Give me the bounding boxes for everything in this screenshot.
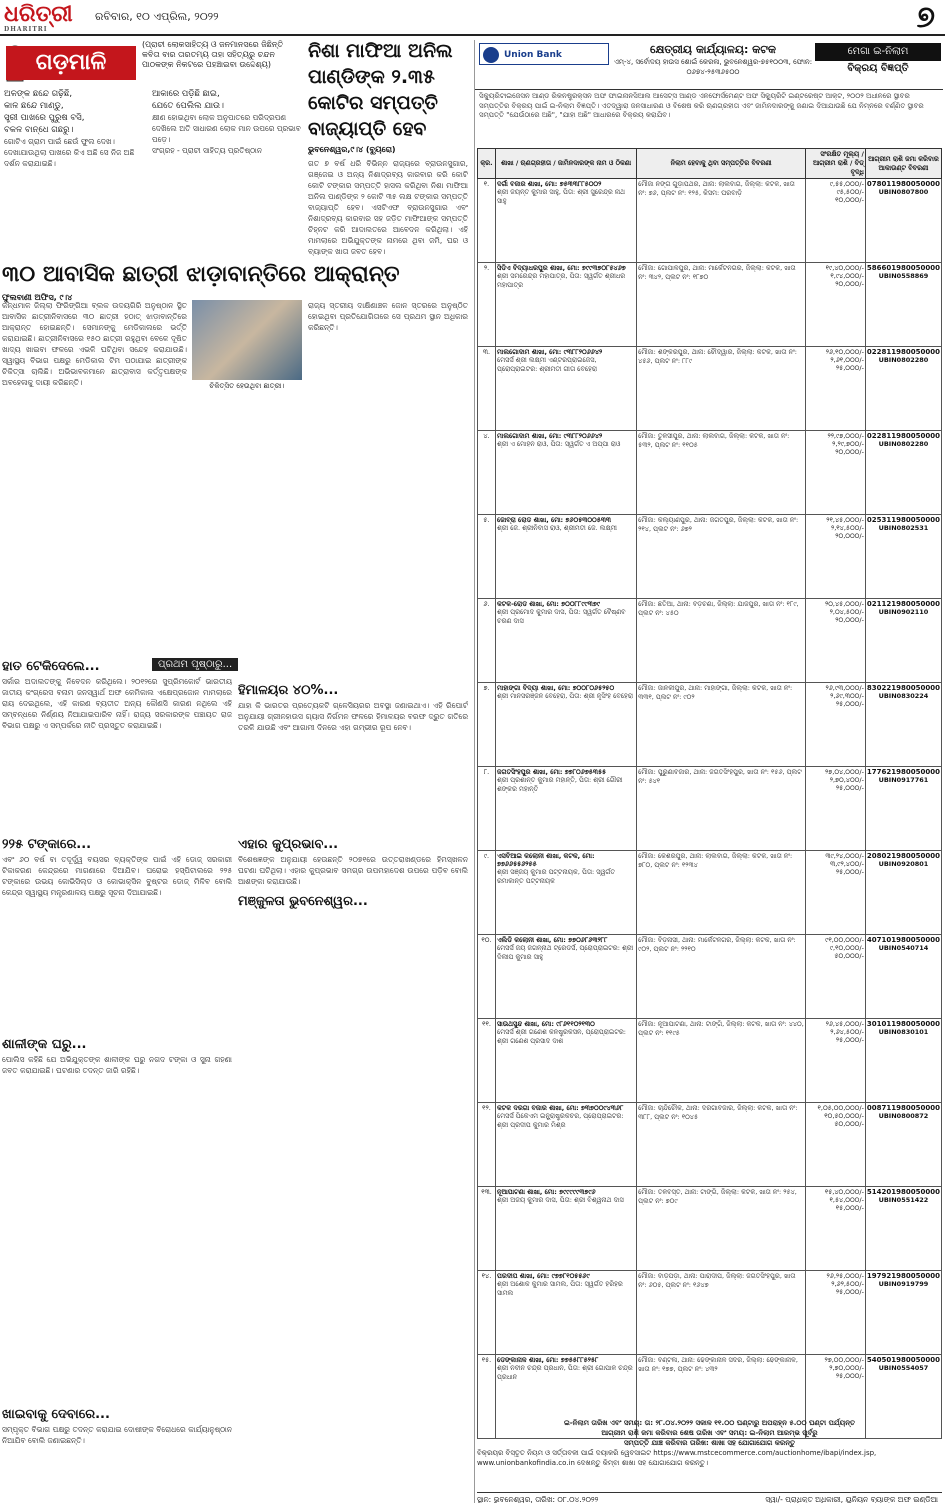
lot-account-cell [865,1187,941,1271]
lot-price-cell [806,683,866,767]
lot-account-number: 197921980050000 [866,1272,940,1280]
auction-lots-body [478,179,942,1439]
poem-explanation: ଗୋଟିଏ ଗ୍ରାମ ପାଇଁ ଛେଉଁ ଫୁଲ ଦେଖ। ଦେଖାଯାଉଥିଲା ପାଖରେ କିଏ ଅଛି ସେ ନିଜ ଅଛି ଦର୍ଶନ କରାଯାଇଛି। [4,137,135,168]
mega-eauction-label: ମେଗା ଇ-ନିଲାମ [815,43,941,61]
lot-reserve-price: ୨୬,୯୩,୦୦୦/- [825,684,864,692]
lot-reserve-price: ୧,୦୫,୦୦,୦୦୦/- [817,1104,864,1112]
lot-price-cell [806,263,866,347]
lot-serial-text: ୮. [483,768,490,776]
lot-branch-cell [495,935,636,1019]
lot-property-cell [637,1187,806,1271]
lot-ifsc: UBIN0551422 [878,1196,929,1204]
mafia-body: ଗତ ୭ ବର୍ଷ ଧରି ବିଭିନ୍ନ ରାଜ୍ୟରେ ବ୍ରାଉନସୁଗାର, ଗଞ୍ଜେଇ ଓ ଅନ୍ୟ ନିଶାଦ୍ରବ୍ୟ କାରବାର କରି କୋଟି କୋଟି ଟଙ୍କାର ସମ୍ପତ୍ତି ହାସଲ କରିଥିବା ନିଶା ମାଫିଆ ଅନିଲ ପାଣ୍ଡିଙ୍କ ୨ କୋଟି ୩୫ ଲକ୍ଷ ଟଙ୍କାର ସମ୍ପତ୍ତି ବାଜ୍ୟାପ୍ତି ହେବ। ଏସଟିଏଫ ବ୍ରାଉନସୁଗାର ଏବଂ ନିଶାଦ୍ରବ୍ୟ କାରବାର ସହ ଜଡ଼ିତ ମାଫିଆଙ୍କ ସମ୍ପତ୍ତି ଚିହ୍ନଟ କରି ଆଦାଲତରେ ଆବେଦନ କରିଥିଲା। ଏହି ମାମଲାରେ ଅଭିଯୁକ୍ତଙ୍କ ନାମରେ ଥିବା ଜମି, ଘର ଓ ବ୍ୟାଙ୍କ ଖାତା ଜବତ ହେବ। [308,159,468,256]
lot-serial-text: ୨. [483,264,490,272]
lot-price-cell [806,515,866,599]
lot-branch: ସାଉଥସୁନ୍ଦ ଶାଖା, ମୋ: ୯୮୬୧୧୦୨୧୩୦ [496,1020,595,1028]
lot-account-number: 022811980050000 [866,432,940,440]
lot-ifsc: UBIN0554057 [878,1364,929,1372]
signature-place-date: ସ୍ଥାନ: ଭୁବନେଶ୍ୱର, ତାରିଖ: ୦୮.୦୪.୨୦୨୨ [477,1495,599,1503]
gadamali-box [2,40,302,250]
students-byline: ଫୁଲବାଣୀ ଅଫିସ, ୯।୪ [2,293,73,302]
lot-borrower: ଶ୍ରୀ ମାନସରଞ୍ଜନ ବେହେରା, ପିତା: ଶ୍ରୀ ନୃସିଂହ ବେହେରା [496,692,634,700]
lot-price-cell [806,431,866,515]
lot-branch: ଡେଙ୍କାନାଳ ଶାଖା, ମୋ: ୭୭୫୫୮୮୫୨୫୮ [496,1356,599,1364]
lot-property: ମୌଜା: କେଶରପୁର, ଥାନା: ଲାଲବାଗ, ଜିଲ୍ଲା: କଟକ, ଖାତା ନଂ: ୭୮୦, ପ୍ଲଟ ନଂ: ୧୨୩୪ [638,852,793,869]
lot-property: ମୌଜା: ବିଡ଼ନାସୀ, ଥାନା: ମାର୍କେଟନଗର, ଜିଲ୍ଲା: କଟକ, ଖାତା ନଂ: ୯୦୨, ପ୍ଲଟ ନଂ: ୨୨୧୦ [638,936,796,953]
lot-serial-text: ୭. [483,684,490,692]
bank-header [475,40,943,90]
lot-branch: ମାଲଗୋଦାମ ଶାଖା, ମୋ: ୯୩୮୮୨୦୬୬୪୨ [496,432,603,440]
continued-band: ପ୍ରଥମ ପୃଷ୍ଠାରୁ... [152,658,238,671]
lot-serial-text: ୬. [483,600,490,608]
logo-text: ଧରିତ୍ରୀ [4,1,73,27]
lot-serial-text: ୧୧. [482,1020,491,1028]
lot-account-cell [865,851,941,935]
section-hand [2,652,468,812]
section-shali-headline[interactable]: ଶାଳୀଙ୍କ ଘରୁ... [2,1037,87,1052]
lot-bid-increment: ୫୦,୦୦୦/- [834,1120,864,1128]
lot-reserve-price: ୯,୫୫,୦୦୦/- [829,180,864,188]
lot-branch-cell [495,347,636,431]
lot-serial-text: ୫. [483,516,490,524]
table-row [478,599,942,683]
lot-borrower: ଶ୍ରୀ ଏ ମୋହନ ରାଓ, ପିତା: ସ୍ୱର୍ଗତ ଏ ଅପ୍ପା ରାଓ [496,440,621,448]
lot-borrower: ମେସର୍ସ ଜୟ ଜଗନ୍ନାଥ ଟ୍ରେଡର୍ସ, ପ୍ରୋପ୍ରାଇଟର: ଶ୍ରୀ ଦିଲୀପ କୁମାର ସାହୁ [496,944,634,961]
lot-emd: ୨,୬୧,୦୦୦/- [830,356,864,364]
lot-emd: ୧,୯୪,୦୦୦/- [830,272,864,280]
lot-account-cell [865,1019,941,1103]
table-row [478,1019,942,1103]
lot-serial-text: ୧. [483,180,490,188]
lot-branch: ନୂଆପାଟଣା ଶାଖା, ମୋ: ୭୯୯୯୯୯୩୭୯୬ [496,1188,596,1196]
lot-bid-increment: ୨୫,୦୦୦/- [835,1288,864,1296]
lot-price-cell [806,179,866,263]
lot-property-cell [637,767,806,851]
lot-account-cell [865,935,941,1019]
lot-branch-cell [495,599,636,683]
lot-branch: ପରଦୀପ ଶାଖା, ମୋ: ୯୭୭୮୧୦୫୫୬୯ [496,1272,590,1280]
lot-property-cell [637,179,806,263]
zone-address: ଏମ୍-୪, ସର୍ବୋଦୟ ହାଉସ ଶୋଇଁ କେରଳା, ଭୁବନେଶ୍ୱର-୭୫୧୦୦୩, ଫୋନ: ୦୬୭୪-୨୫୩୬୫୦୦ [613,58,813,76]
lot-emd: ୩,୯୨,୪୦୦/- [830,860,864,868]
auction-footer [477,1418,942,1468]
auction-intro: ସିକ୍ୟୁରିଟାଇଜେସନ ଆଣ୍ଡ ରିକନଷ୍ଟ୍ରକ୍ସନ ଅଫ ଫାଇନାନସିଆଲ ଆସେଟ୍ସ ଆଣ୍ଡ ଏନଫୋର୍ସମେଣ୍ଟ ଅଫ ସିକ୍ୟୁରିଟି ଇଣ୍ଟରେଷ୍ଟ ଆକ୍ଟ, ୨୦୦୨ ଅଧୀନରେ ସ୍ଥାବର ସମ୍ପତ୍ତିର ବିକ୍ରୟ ପାଇଁ ଇ-ନିଲାମ ବିଜ୍ଞପ୍ତି। ଏତଦ୍ୱାରା ଜନସାଧାରଣ ଓ ବିଶେଷ କରି ଋଣଗ୍ରହୀତା ଏବଂ ଜାମିନଦାରଙ୍କୁ ଜଣାଇ ଦିଆଯାଉଛି ଯେ ନିମ୍ନରେ ବର୍ଣ୍ଣିତ ସ୍ଥାବର ସମ୍ପତ୍ତି "ଯେଉଁଠାରେ ଅଛି", "ଯାହା ଅଛି" ଆଧାରରେ ବିକ୍ରୟ କରାଯିବ। [479,92,924,119]
poem-line: ଯେତେ ପେଲିଲ ଯାଉ। [152,101,224,111]
zone-office [613,43,813,77]
lot-emd: ୯,୧୦,୦୦୦/- [829,944,864,952]
lot-bid-increment: ୨୫,୦୦୦/- [835,868,864,876]
table-row [478,179,942,263]
lot-account-number: 514201980050000 [866,1188,940,1196]
lot-serial [478,1103,496,1187]
lot-emd: ୨,୨୯,୭୦୦/- [832,440,864,448]
lot-bid-increment: ୨୦,୦୦୦/- [835,280,864,288]
lot-reserve-price: ୨୭,୦୪,୦୦୦/- [825,768,864,776]
lot-branch-cell [495,767,636,851]
masthead [0,0,945,36]
students-photo-caption: ଚିକିତ୍ସିତ ହେଉଥିବା ଛାତ୍ରୀ। [209,382,285,390]
newspaper-logo[interactable] [4,2,74,34]
union-bank-mark-icon [483,47,499,63]
lot-property-cell [637,1103,806,1187]
lot-emd: ୧,୫୪,୦୦୦/- [829,1196,864,1204]
left-column [2,40,468,1503]
lot-price-cell [806,599,866,683]
sale-notice-label: ବିକ୍ରୟ ବିଜ୍ଞପ୍ତି [847,63,909,74]
table-row [478,515,942,599]
lot-borrower: ମେସର୍ସ ପିକେଏମ ଇନ୍ଫ୍ରାଷ୍ଟ୍ରକଚର, ପ୍ରୋପ୍ରାଇଟର: ଶ୍ରୀ ପ୍ରଦୀପ କୁମାର ମିଶ୍ର [496,1112,624,1129]
table-row [478,347,942,431]
lot-price-cell [806,1103,866,1187]
lot-emd: ୨,୬୨,୫୦୦/- [831,1280,864,1288]
lot-price-cell [806,1019,866,1103]
poem-line: ଆକାରେ ପଡ଼ିଛି ଛାଇ, [152,89,220,99]
lot-borrower: ଶ୍ରୀ ସମରେନ୍ଦ୍ର ମହାପାତ୍ର, ପିତା: ସ୍ୱର୍ଗତ ଶ୍ରୀଧର ମହାପାତ୍ର [496,272,626,289]
lot-account-cell [865,683,941,767]
lot-property: ମୌଜା: ତୁଳସୀପୁର, ଥାନା: ଲାଲବାଗ, ଜିଲ୍ଲା: କଟକ, ଖାତା ନଂ: ୫୩୨, ପ୍ଲଟ ନଂ: ୧୧୦୫ [638,432,790,449]
lot-branch: ସିଡିଏ ବିଦ୍ୟାଧରପୁର ଶାଖା, ମୋ: ୭୯୯୩୭୦୮୫୪୬୭ [496,264,626,272]
lot-reserve-price: ୧୯,୪୦,୦୦୦/- [825,264,864,272]
section-manjulata-headline[interactable]: ମଞ୍ଜୁଳତା ଭୁବନେଶ୍ୱର... [238,894,368,909]
lot-borrower: ଶ୍ରୀ ସଞ୍ଜୟ କୁମାର ପଟ୍ଟନାୟକ, ପିତା: ସ୍ୱର୍ଗତ ରମାକାନ୍ତ ପଟ୍ଟନାୟକ [496,868,616,885]
lot-ifsc: UBIN0919799 [878,1280,929,1288]
lot-property: ମୌଜା: ନୂଆପାଟଣା, ଥାନା: ଟାଙ୍ଗି, ଜିଲ୍ଲା: କଟକ, ଖାତା ନଂ: ୪୪୦, ପ୍ଲଟ ନଂ: ୧୧୯୫ [638,1020,804,1037]
lot-bid-increment: ୨୫,୦୦୦/- [835,364,864,372]
lot-account-number: 177621980050000 [866,768,940,776]
union-bank-logo[interactable] [479,43,609,65]
lot-branch-cell [495,1103,636,1187]
lot-serial-text: ୧୫. [481,1356,492,1364]
lot-bid-increment: ୫୦,୦୦୦/- [834,952,864,960]
section-impact-headline[interactable]: ଏହାର କୁପ୍ରଭାବ... [238,837,339,852]
lot-branch: କଟକ-ରୋଡ ଶାଖା, ମୋ: ୭୦୦୮୮୯୯୩୭୯ [496,600,601,608]
lot-reserve-price: ୯୧,୦୦,୦୦୦/- [825,936,864,944]
section-food-headline[interactable]: ଖାଇବାକୁ ଦେବାରେ... [2,1407,110,1422]
lot-borrower: ମେସର୍ସ ଶ୍ରୀ ଲକ୍ଷ୍ମୀ ଏଣ୍ଟରପ୍ରାଇଜେସ, ପ୍ରୋପ୍ରାଇଟର: ଶ୍ରୀମତୀ ଗୀତା ବେହେରା [496,356,598,373]
gadamali-title: ଗଡ଼ମାଳି [6,46,136,80]
poem-line: ଅଳଙ୍କ ଛନ୍ଦେ ଗଢ଼ିଛି, [4,89,73,99]
table-header-row [478,149,942,179]
lot-ifsc: UBIN0917761 [878,776,929,784]
lot-ifsc: UBIN0830101 [878,1028,929,1036]
lot-account-cell [865,767,941,851]
lot-reserve-price: ୨୬,୪୫,୦୦୦/- [825,1020,864,1028]
lot-emd: ୯୫,୫୦୦/- [836,188,864,196]
lot-branch: ଜୋବ୍ରା ରୋଡ ଶାଖା, ମୋ: ୭୬୦୫୩୦୦୫୩୩ [496,516,612,524]
lot-account-number: 022811980050000 [866,348,940,356]
lot-branch-cell [495,179,636,263]
lot-price-cell [806,851,866,935]
lot-emd: ୧୦,୫୦,୦୦୦/- [824,1112,864,1120]
lot-price-cell [806,767,866,851]
lot-ifsc: UBIN0902110 [878,608,929,616]
auction-lots-table [477,148,942,1439]
signature-officer: ସ୍ୱା/- ପ୍ରାଧିକୃତ ଅଧିକାରୀ, ୟୁନିୟନ ବ୍ୟାଙ୍କ ଅଫ ଇଣ୍ଡିଆ [765,1495,938,1503]
lot-emd: ୨,୭୦,୪୦୦/- [829,776,864,784]
lot-serial-text: ୩. [482,348,491,356]
lot-branch-cell [495,851,636,935]
lot-serial [478,263,496,347]
lot-branch: ଏସବିଆଇ କଲୋନୀ ଶାଖା, କଟକ, ମୋ: ୭୭୬୬୫୫୬୨୫୫ [496,852,595,868]
lot-property-cell [637,347,806,431]
gadamali-poem-2 [152,88,302,156]
lot-price-cell [806,1187,866,1271]
section-hand-body: ସର୍କାର ଅଦାଲତଙ୍କୁ ନିବେଦନ କରିଥିଲେ। ୨୦୧୨ରେ ସୁପ୍ରିମକୋର୍ଟ ଭାରତୀୟ ଜାତୀୟ କଂଗ୍ରେସ ବନାମ ଜନସ୍ୱାର୍ଥ ଅଫ କେମିକାଲ ଏକ୍ଷେପ୍ରଜୋନ ମାମଲାରେ ରାୟ ଦେଇଥିଲେ, ଏହି କାରଣ ବ୍ୟତୀତ ଅନ୍ୟ କୌଣସି କାରଣ ନଥିଲେ ଏହି ସମ୍ବନ୍ଧରେ ନିର୍ଣ୍ଣୟ ନିଆଯାଇପାରିବ ନାହିଁ। ରାଜ୍ୟ ସରକାରଙ୍କ ପଞ୍ଚାୟତ ରାଜ ବିଭାଗ ପକ୍ଷରୁ ଏ ସମ୍ପର୍କରେ ନୀତି ପ୍ରସ୍ତୁତ କରାଯାଇଛି। [2,677,232,730]
lot-branch-cell [495,683,636,767]
table-row [478,431,942,515]
lot-property: ମୌଜା: କଲ୍ୟାଣପୁର, ଥାନା: ଜଗତପୁର, ଜିଲ୍ଲା: କଟକ, ଖାତା ନଂ: ୨୧୪, ପ୍ଲଟ ନଂ: ୬୭୨ [638,516,799,533]
lot-property: ମୌଜା: ଚାନ୍ଦିଚୌକ, ଥାନା: ଦରଗାବଜାର, ଜିଲ୍ଲା: କଟକ, ଖାତା ନଂ: ୩୮୮, ପ୍ଲଟ ନଂ: ୧୦୪୫ [638,1104,798,1121]
lot-branch: ଜଗତସିଂହପୁର ଶାଖା, ମୋ: ୭୭୮୦୬୭୫୩୫୫ [496,768,607,776]
lot-branch: ଏଲିଡି କଲୋନୀ ଶାଖା, ମୋ: ୭୭୦୬୮୬୩୨୮୮ [496,936,608,944]
col-property: ନିଲାମ ହେବାକୁ ଥିବା ସମ୍ପତ୍ତିର ବିବରଣୀ [637,149,806,179]
section-booster-left [2,830,232,898]
union-bank-name: Union Bank [504,50,562,60]
lot-serial [478,179,496,263]
lot-bid-increment: ୧୦,୦୦୦/- [835,196,864,204]
lot-account-cell [865,599,941,683]
section-booster-body: ଏବଂ ୬୦ ବର୍ଷ ବା ତଦୂର୍ଦ୍ଧ୍ୱ ବୟସର ବ୍ୟକ୍ତିଙ୍କ ପାଇଁ ଏହି ଡୋଜ୍ ସରକାରୀ ଟିକାକରଣ କେନ୍ଦ୍ରରେ ମାଗଣାରେ ଦିଆଯିବ। ଘରୋଇ ହସ୍ପିଟାଲରେ ୨୨୫ ଟଙ୍କାରେ ଉଭୟ କୋଭିସିଲ୍ଡ ଓ କୋଭାକ୍ସିନ ବୁଷ୍ଟର ଡୋଜ୍ ମିଳିବ ବୋଲି କେନ୍ଦ୍ର ସ୍ୱାସ୍ଥ୍ୟ ମନ୍ତ୍ରଣାଳୟ ପକ୍ଷରୁ ସୂଚନା ଦିଆଯାଇଛି। [2,855,232,897]
col-serial: କ୍ର. [478,149,496,179]
lot-property-cell [637,1019,806,1103]
table-row [478,1103,942,1187]
table-row [478,935,942,1019]
poem-line: କାଳ ଛନ୍ଦେ ମାଣ୍ଡୁ, [4,101,64,111]
lot-account-number: 301011980050000 [866,1020,940,1028]
lot-bid-increment: ୨୦,୦୦୦/- [835,448,864,456]
lot-emd: ୨,୧୪,୫୦୦/- [830,524,864,532]
lot-borrower: ଶ୍ରୀ ଜୟନ୍ତ କୁମାର ସାହୁ, ପିତା: ଶ୍ରୀ ସୁରେନ୍ଦ୍ର ନାଥ ସାହୁ [496,188,625,205]
section-food-body: ସମ୍ପୃକ୍ତ ବିଭାଗ ପକ୍ଷରୁ ତଦନ୍ତ କରାଯାଇ ଦୋଷୀଙ୍କ ବିରୋଧରେ କାର୍ଯ୍ୟାନୁଷ୍ଠାନ ନିଆଯିବ ବୋଲି ଜଣାଇଛନ୍ତି। [2,1425,232,1445]
lot-account-cell [865,515,941,599]
section-booster-headline[interactable]: ୨୨୫ ଟଙ୍କାରେ... [2,837,92,852]
lot-bid-increment: ୨୦,୦୦୦/- [835,616,864,624]
lot-account-number: 008711980050000 [866,1104,940,1112]
lot-serial [478,599,496,683]
lot-ifsc: UBIN0800872 [878,1112,929,1120]
lot-property-cell [637,1271,806,1355]
poem-line: ସ୍ତ୍ରୀ ପାଖରେ ପୁରୁଷ ବସି, [4,113,85,123]
lot-property: ମୌଜା: ବାଡ଼ପଡ଼ା, ଥାନା: ପାରାଦୀପ, ଜିଲ୍ଲା: ଜଗତସିଂହପୁର, ଖାତା ନଂ: ୬୦୫, ପ୍ଲଟ ନଂ: ୧୬୪୭ [638,1272,796,1289]
lot-borrower: ଶ୍ରୀ ନବୀନ ଚନ୍ଦ୍ର ପ୍ରଧାନ, ପିତା: ଶ୍ରୀ ଗୋପାଳ ଚନ୍ଦ୍ର ପ୍ରଧାନ [496,1364,633,1381]
table-row [478,683,942,767]
lot-borrower: ଶ୍ରୀ ଅଜୟ କୁମାର ଦାସ, ପିତା: ଶ୍ରୀ ବିଶ୍ୱନାଥ ଦାସ [496,1196,624,1204]
lot-serial [478,515,496,599]
lot-serial [478,347,496,431]
lot-account-number: 586601980050000 [866,264,940,272]
section-impact [238,836,468,911]
section-impact-body: ବିଶେଷଜ୍ଞଙ୍କ ଅନୁଯାୟୀ ହେଉଛନ୍ତି ୨୦୭୧ରେ ଉତ୍ତରାଖଣ୍ଡରେ ହିମସ୍ଖଳନ ଘଟଣା ଘଟିଥିଲା। ଏହାର କୁପ୍ରଭାବ ସମଗ୍ର ଉପମହାଦେଶ ଉପରେ ପଡ଼ିବ ବୋଲି ଆଶଙ୍କା କରାଯାଉଛି। [238,855,468,886]
lot-ifsc: UBIN0558869 [878,272,929,280]
mafia-headline[interactable]: ନିଶା ମାଫିଆ ଅନିଲ ପାଣ୍ଡିଙ୍କ ୨.୩୫ କୋଟିର ସମ୍ପତ୍ତି ବାଜ୍ୟାପ୍ତି ହେବ [308,40,453,140]
lot-branch: ମାହାଙ୍ଗା ବିଦ୍ୟା ଶାଖା, ମୋ: ୭୦୦୮୦୬୫୨୫୦ [496,684,615,692]
lot-property-cell [637,431,806,515]
logo-subtext: DHARITRI [4,26,48,33]
lot-property-cell [637,599,806,683]
lot-ifsc: UBIN0802531 [878,524,929,532]
gadamali-poem-1 [4,88,144,169]
lot-property: ମୌଜା: ପୁରୁଣାବଜାର, ଥାନା: ଜଗତସିଂହପୁର, ଖାତା ନଂ: ୧୫୬, ପ୍ଲଟ ନଂ: ୫୪୧ [638,768,802,785]
section-shali-body: ପୋଲିସ କହିଛି ଯେ ଅଭିଯୁକ୍ତଙ୍କ ଶାଳୀଙ୍କ ଘରୁ ନଗଦ ଟଙ୍କା ଓ ସୁନା ଗହଣା ଜବତ କରାଯାଇଛି। ଘଟଣାର ତଦନ୍ତ ଜାରି ରହିଛି। [2,1055,232,1075]
lot-reserve-price: ୩୯,୨୪,୦୦୦/- [825,852,864,860]
table-row [478,1271,942,1355]
section-himalaya-body: ଯାହା କି ଭାରତର ପ୍ରତ୍ୟେକଟି ଗ୍ଳେସିୟରର ଅବସ୍ଥା ଜଣାଇଥାଏ। ଏହି ରିପୋର୍ଟ ଅନୁଯାୟୀ ଗ୍ରୀନହାଉସ ଗ୍ୟାସ ନିର୍ଗମନ ଫଳରେ ହିମାଳୟର ବରଫ ଦ୍ରୁତ ଗତିରେ ତରଳି ଯାଉଛି ଏବଂ ଆଗାମୀ ଦିନରେ ଏହା ଗମ୍ଭୀର ରୂପ ନେବ। [238,701,468,732]
lot-ifsc: UBIN0920801 [878,860,929,868]
lot-borrower: ଶ୍ରୀ ଜେ. ଶ୍ରୀନିବାସ ରାଓ, ଶ୍ରୀମତୀ ଜେ. ଲକ୍ଷ୍ମୀ [496,524,617,532]
lot-price-cell [806,1271,866,1355]
lot-branch: ଦର୍ଗା ବଜାର ଶାଖା, ମୋ: ୭୫୩୩୮୮୫୦୦୨ [496,180,602,188]
lot-reserve-price: ୧୫,୪୦,୦୦୦/- [824,1188,864,1196]
poem-line: ବକଳ ବାନ୍ଧେ ଗଛରୁ। [4,125,74,135]
lot-borrower: ଶ୍ରୀ ପ୍ରଶାନ୍ତ କୁମାର ମହାନ୍ତି, ପିତା: ଶ୍ରୀ ଗୌରୀ ଶଙ୍କର ମହାନ୍ତି [496,776,623,793]
poem-explanation: କ୍ଷୀଣ ହୋଇଥିବା ଲୋକ ଅନୁପାତରେ ପରିଦ୍ରପଣ ଦେଖିଲେ ଅତି ସାଧାରଣ ଲୋକ ମାନ ଉପରେ ପ୍ରଭାବ ପଡ଼େ। [152,113,301,144]
lot-account-cell [865,347,941,431]
lot-property: ମୌଜା: ଜାନକୀପୁର, ଥାନା: ମାହାଙ୍ଗା, ଜିଲ୍ଲା: କଟକ, ଖାତା ନଂ: ୩୩୧, ପ୍ଲଟ ନଂ: ୯୦୨ [638,684,793,701]
bank-auction-notice [474,40,943,1503]
lot-property-cell [637,683,806,767]
lot-account-number: 078011980050000 [866,180,940,188]
lot-property: ମୌଜା: ତଳବସ୍ତ, ଥାନା: ଟାଙ୍ଗି, ଜିଲ୍ଲା: କଟକ, ଖାତା ନଂ: ୨୫୪, ପ୍ଲଟ ନଂ: ୭୦୯ [638,1188,797,1205]
footer-line-1: ଇ-ନିଲାମ ତାରିଖ ଏବଂ ସମୟ: ତା: ୨୮.୦୪.୨୦୨୨ ସକାଳ ୧୧.୦୦ ଘଣ୍ଟାରୁ ଅପରାହ୍ନ ୫.୦୦ ଘଣ୍ଟା ପର୍ଯ୍ୟନ୍ତ [563,1419,856,1427]
lot-borrower: ଶ୍ରୀ ପ୍ରମୋଦ କୁମାର ଦାସ, ପିତା: ସ୍ୱର୍ଗତ ବୈଷ୍ଣବ ଚରଣ ଦାସ [496,608,626,625]
lot-borrower: ମେସର୍ସ ଶ୍ରୀ ଗଣେଶ କନଷ୍ଟ୍ରକସନ, ପ୍ରୋପ୍ରାଇଟର: ଶ୍ରୀ ଗଣେଶ ପ୍ରସାଦ ଦାଶ [496,1028,626,1045]
section-shali [2,1030,468,1490]
lot-property-cell [637,935,806,1019]
lot-serial [478,767,496,851]
lot-serial-text: ୧୪. [481,1272,492,1280]
gadamali-blurb: (ପ୍ରାଚୀ ଲୋକସାହିତ୍ୟ ଓ ଜନମାନସରେ ଜିଛିନ୍ତି କବିତା ବାର ତାରତମ୍ୟ ତାହା ସହିତ୍ୟରୁ ଚନ୍ଦନ ପାଠକଙ୍କ ନିକଟରେ ପହଞ୍ଚାଇବା ଉଦ୍ଦେଶ୍ୟ) [142,40,284,69]
table-row [478,263,942,347]
lot-emd: ୨,୭୦,୦୦୦/- [829,1364,864,1372]
lot-account-number: 540501980050000 [866,1356,940,1364]
lot-bid-increment: ୨୫,୦୦୦/- [835,784,864,792]
lot-reserve-price: ୨୧,୪୫,୦୦୦/- [826,516,864,524]
lot-branch-cell [495,1271,636,1355]
lot-emd: ୨,୦୪,୫୦୦/- [829,608,864,616]
lot-serial-text: ୯. [483,852,490,860]
lot-account-number: 407101980050000 [866,936,940,944]
section-himalaya [238,682,468,733]
lot-account-number: 021121980050000 [866,600,940,608]
lot-branch-cell [495,263,636,347]
lot-account-cell [865,263,941,347]
lot-serial [478,1187,496,1271]
lot-reserve-price: ୨୬,୧୦,୦୦୦/- [825,348,864,356]
lot-ifsc: UBIN0830224 [878,692,929,700]
students-photo[interactable] [192,300,302,380]
lot-property: ମୌଜା: ଗୋପାଳପୁର, ଥାନା: ମାର୍କେଟନଗର, ଜିଲ୍ଲା: କଟକ, ଖାତା ନଂ: ୩୪୨, ପ୍ଲଟ ନଂ: ୧୮୭୦ [638,264,796,281]
lot-reserve-price: ୨୦,୪୫,୦୦୦/- [824,600,864,608]
lot-serial [478,935,496,1019]
zone-title: କ୍ଷେତ୍ରୀୟ କାର୍ଯ୍ୟାଳୟ: କଟକ [649,43,777,56]
lot-account-number: 025311980050000 [866,516,940,524]
lot-property: ମୌଜା: ବଣ୍ଟଳା, ଥାନା: ଢେଙ୍କାନାଳ ସଦର, ଜିଲ୍ଲା: ଢେଙ୍କାନାଳ, ଖାତା ନଂ: ୧୭୭, ପ୍ଲଟ ନଂ: ୪୩୨ [638,1356,798,1373]
lot-serial-text: ୧୩. [481,1188,492,1196]
lot-branch: କଟକ ଦରଗା ବଜାର ଶାଖା, ମୋ: ୭୩୭୦୦୯୪୩୬୮ [496,1104,624,1112]
lot-serial-text: ୧୨. [482,1104,491,1112]
lot-property-cell [637,851,806,935]
table-row [478,767,942,851]
footer-terms[interactable]: ବିକ୍ରୟର ବିସ୍ତୃତ ନିୟମ ଓ ସର୍ତ୍ତାବଳୀ ପାଇଁ ଦୟାକରି ୱେବସାଇଟ https://www.mstcecommerce.com/auctionhome/ibapi/index.jsp, www.unionbankofindia.co.in ଦେଖନ୍ତୁ କିମ୍ବା ଶାଖା ସହ ଯୋଗାଯୋଗ କରନ୍ତୁ। [477,1449,877,1467]
gadamali-credit: ସଂଗ୍ରହ - ପ୍ରାଚୀ ସାହିତ୍ୟ ପ୍ରତିଷ୍ଠାନ [152,146,262,155]
lot-property: ମୌଜା: ଛତିଆ, ଥାନା: ବଡ଼ଚଣା, ଜିଲ୍ଲା: ଯାଜପୁର, ଖାତା ନଂ: ୧୮୯, ପ୍ଲଟ ନଂ: ୪୫୦ [638,600,799,617]
lot-bid-increment: ୨୫,୦୦୦/- [835,700,864,708]
lot-serial [478,851,496,935]
table-row [478,1187,942,1271]
lot-serial [478,683,496,767]
lot-bid-increment: ୨୫,୦୦୦/- [835,1372,864,1380]
lot-property-cell [637,263,806,347]
lot-serial-text: ୧୦. [481,936,492,944]
lot-account-cell [865,179,941,263]
lot-serial [478,431,496,515]
lot-branch-cell [495,1019,636,1103]
lot-ifsc: UBIN0802280 [878,440,929,448]
lot-account-cell [865,431,941,515]
students-body-continued [308,300,468,333]
lot-account-cell [865,1103,941,1187]
lot-reserve-price: ୨୬,୨୫,୦୦୦/- [826,1272,864,1280]
section-himalaya-headline[interactable]: ହିମାଳୟର ୪୦%... [238,683,339,698]
students-body-2: ରାଜ୍ୟ ସ୍ତରୀୟ ଦାକ୍ଷିଣାଞ୍ଚଳ ଜୋନ ସ୍ତରରେ ଅନୁଷ୍ଠିତ ହୋଇଥିବା ପ୍ରତିଯୋଗିତାରେ ସେ ପ୍ରଥମ ସ୍ଥାନ ଅଧିକାର କରିଛନ୍ତି। [308,301,468,332]
lot-price-cell [806,935,866,1019]
lot-bid-increment: ୨୫,୦୦୦/- [835,1036,864,1044]
signature-line [477,1492,942,1503]
col-account: ଆଗ୍ରୀମ ରାଶି ଜମା କରିବାର ଆକାଉଣ୍ଟ ବିବରଣୀ [865,149,941,179]
lot-borrower: ଶ୍ରୀ ଅଶୋକ କୁମାର ସାମଲ, ପିତା: ସ୍ୱର୍ଗତ ହରିହର ସାମଲ [496,1280,623,1297]
lot-property: ମୌଜା ନଙ୍ଗ ଗୁଡ଼ାପଥର, ଥାନା: ଲାଲବାଗ, ଜିଲ୍ଲା: କଟକ, ଖାତା ନଂ: ୭୬, ପ୍ଲଟ ନଂ: ୧୨୫, କିସମ: ଘରବାଡ଼ି [638,180,795,197]
lot-account-cell [865,1271,941,1355]
lot-ifsc: UBIN0802280 [878,356,929,364]
section-hand-headline[interactable]: ହାତ ଟେକିଦେଲେ... [2,659,100,674]
lot-reserve-price: ୨୭,୦୦,୦୦୦/- [824,1356,864,1364]
lot-reserve-price: ୨୨,୯୭,୦୦୦/- [827,432,864,440]
lot-ifsc: UBIN0807800 [878,188,929,196]
page-number: ୭ [916,0,935,35]
lot-account-number: 830221980050000 [866,684,940,692]
lot-branch-cell [495,515,636,599]
lot-branch-cell [495,431,636,515]
col-reserve: ସଂରକ୍ଷିତ ମୂଲ୍ୟ / ଆଗ୍ରୀମ ରାଶି / ବିଡ୍ ବୃଦ୍ଧି [806,149,866,179]
lot-account-number: 208021980050000 [866,852,940,860]
lot-property-cell [637,515,806,599]
lot-serial-text: ୪. [483,432,490,440]
students-body: କନ୍ଧମାଳ ଜିଲ୍ଲା ଫିରିଙ୍ଗିଆ ବ୍ଲକ ଉଦୟଗିରି ଅନୁଷ୍ଠାନ ସ୍ଥିତ ଆବାସିକ ଛାତ୍ରୀନିବାସରେ ୩୦ ଛାତ୍ରୀ ହଠାତ୍ ଝାଡ଼ାବାନ୍ତିରେ ଆକ୍ରାନ୍ତ ହୋଇଛନ୍ତି। ସେମାନଙ୍କୁ ମେଡିକାଲରେ ଭର୍ତ୍ତି କରାଯାଇଛି। ଛାତ୍ରୀନିବାସରେ ୧୫୦ ଛାତ୍ରୀ ରହୁଥିବା ବେଳେ ଦୂଷିତ ଖାଦ୍ୟ ଖାଇବା ଫଳରେ ଏଭଳି ଘଟିଥିବା ସନ୍ଦେହ କରାଯାଉଛି। ସ୍ୱାସ୍ଥ୍ୟ ବିଭାଗ ପକ୍ଷରୁ ମେଡିକାଲ ଟିମ ପଠାଯାଇ ଛାତ୍ରୀଙ୍କ ଚିକିତ୍ସା ଚାଲିଛି। ଅଭିଭାବକମାନେ ଛାତ୍ରାବାସ କର୍ତ୍ତୃପକ୍ଷଙ୍କ ଅବହେଳାକୁ ଦାୟୀ କରିଛନ୍ତି। [2,301,187,387]
section-booster [2,830,468,1000]
lot-serial [478,1271,496,1355]
footer-line-2: ଆଗ୍ରୀମ ରାଶି ଜମା କରିବାର ଶେଷ ତାରିଖ ଏବଂ ସମୟ: ଇ-ନିଲାମ ଆରମ୍ଭ ପୂର୍ବରୁ [601,1429,818,1437]
col-branch: ଶାଖା / ଋଣଗ୍ରହୀତା / ଜାମିନଦାରଙ୍କ ନାମ ଓ ଠିକଣା [495,149,636,179]
lot-serial [478,1019,496,1103]
mafia-byline: ଭୁବନେଶ୍ୱର,୯।୪ (ବ୍ୟୁରୋ) [308,145,396,154]
students-headline[interactable]: ୩୦ ଆବାସିକ ଛାତ୍ରୀ ଝାଡ଼ାବାନ୍ତିରେ ଆକ୍ରାନ୍ତ [2,262,400,287]
lot-bid-increment: ୨୦,୦୦୦/- [835,532,864,540]
lot-ifsc: UBIN0540714 [878,944,929,952]
lot-branch-cell [495,1187,636,1271]
lot-branch: ମାଲଗୋଦାମ ଶାଖା, ମୋ: ୯୩୮୮୨୦୬୬୪୨ [496,348,603,356]
lot-property: ମୌଜା: ଶଙ୍କରପୁର, ଥାନା: ଚୌଦ୍ୱାର, ଜିଲ୍ଲା: କଟକ, ଖାତା ନଂ: ୪୫୬, ପ୍ଲଟ ନଂ: ୮୮୯ [638,348,797,365]
lot-price-cell [806,347,866,431]
lot-emd: ୨,୬୯,୩୦୦/- [830,692,864,700]
dateline: ରବିବାର, ୧୦ ଏପ୍ରିଲ, ୨୦୨୨ [95,10,219,23]
lot-emd: ୨,୬୪,୫୦୦/- [830,1028,864,1036]
lot-bid-increment: ୧୫,୦୦୦/- [835,1204,864,1212]
footer-line-3: ସମ୍ପତ୍ତି ଯାଞ୍ଚ କରିବାର ତାରିଖ: ଶାଖା ସହ ଯୋଗାଯୋଗ କରନ୍ତୁ [623,1439,796,1447]
table-row [478,851,942,935]
students-article [2,260,468,650]
